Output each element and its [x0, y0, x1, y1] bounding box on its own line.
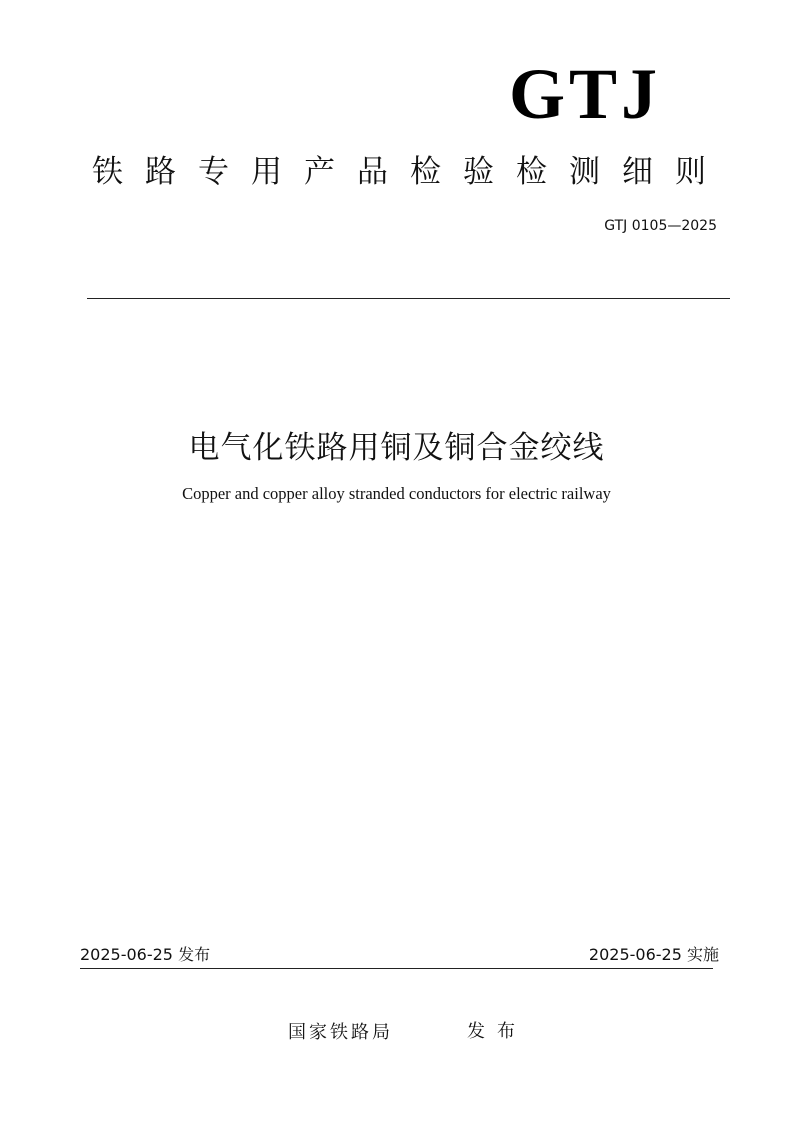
document-category: 铁路专用产品检验检测细则 — [92, 154, 728, 190]
effective-date: 2025-06-25 实施 — [588, 945, 719, 964]
publisher-name: 国家铁路局 — [288, 1022, 393, 1043]
document-title-english: Copper and copper alloy stranded conductors for electric railway — [182, 484, 611, 503]
document-title-chinese: 电气化铁路用铜及铜合金绞线 — [188, 430, 605, 466]
footer-divider — [80, 968, 713, 969]
publish-label: 发布 — [467, 1021, 527, 1042]
issue-date: 2025-06-25 发布 — [80, 945, 211, 964]
header-divider — [87, 298, 730, 299]
gtj-logo: GTJ — [508, 54, 662, 134]
standard-number: GTJ 0105—2025 — [604, 218, 717, 234]
